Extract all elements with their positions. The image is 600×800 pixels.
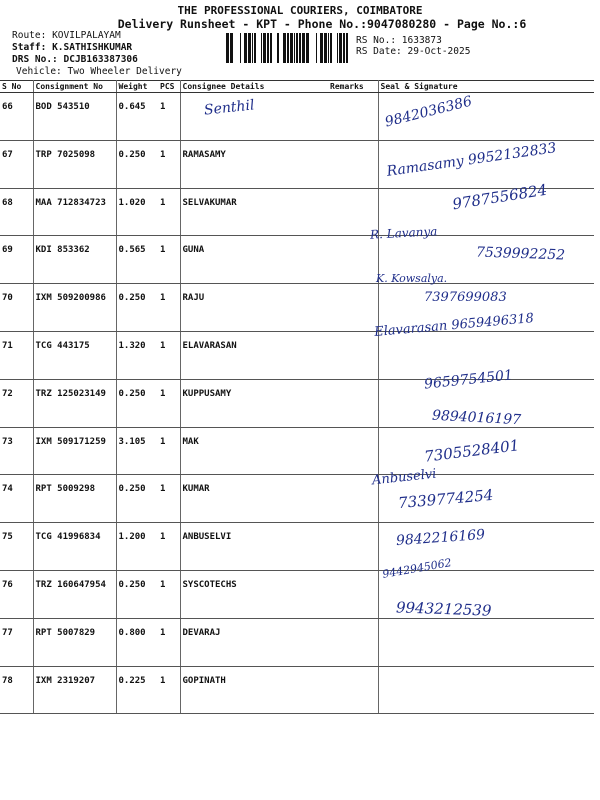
table-row <box>0 523 594 571</box>
barcode-bar <box>337 33 338 63</box>
cell-pcs: 1 <box>158 570 180 618</box>
handwritten-phone: 9442945062 <box>381 556 453 581</box>
cell-weight: 0.645 <box>116 93 158 141</box>
handwritten-signature: Elavarasan 9659496318 <box>373 311 535 340</box>
cell-weight: 0.250 <box>116 284 158 332</box>
barcode-bar <box>263 33 266 63</box>
cell-remarks <box>328 93 378 141</box>
barcode-bar <box>339 33 342 63</box>
col-consignee: Consignee Details <box>180 81 328 93</box>
cell-consignee: KUPPUSAMY <box>180 379 328 427</box>
handwritten-phone: 9894016197 <box>431 407 522 429</box>
cell-pcs: 1 <box>158 618 180 666</box>
col-consignment: Consignment No <box>33 81 116 93</box>
vehicle-value: Two Wheeler Delivery <box>67 66 182 77</box>
barcode-bar <box>287 33 289 63</box>
barcode-bar <box>343 33 345 63</box>
cell-consignee: GOPINATH <box>180 666 328 714</box>
barcode-bar <box>320 33 323 63</box>
cell-consignee <box>180 93 328 141</box>
barcode-bar <box>267 33 269 63</box>
barcode-bar <box>346 33 348 63</box>
cell-remarks <box>328 140 378 188</box>
barcode-bar <box>306 33 309 63</box>
cell-weight: 0.250 <box>116 475 158 523</box>
cell-sno: 76 <box>0 570 33 618</box>
cell-consignee: SELVAKUMAR <box>180 188 328 236</box>
cell-sno: 66 <box>0 93 33 141</box>
table-row <box>0 475 594 523</box>
rs-date-line: RS Date: 29-Oct-2025 <box>356 46 471 57</box>
cell-pcs: 1 <box>158 331 180 379</box>
cell-weight: 0.565 <box>116 236 158 284</box>
drs-value: DCJB163387306 <box>63 54 138 65</box>
table-header-row <box>0 81 594 93</box>
cell-weight: 0.800 <box>116 618 158 666</box>
cell-sno: 68 <box>0 188 33 236</box>
barcode-bar <box>283 33 286 63</box>
cell-signature <box>378 618 594 666</box>
cell-pcs: 1 <box>158 284 180 332</box>
handwritten-phone: 7397699083 <box>424 290 507 305</box>
handwritten-name: R. Lavanya <box>369 224 438 242</box>
cell-sno: 78 <box>0 666 33 714</box>
barcode-bar <box>240 33 241 63</box>
barcode-bar <box>244 33 247 63</box>
cell-consignee: MAK <box>180 427 328 475</box>
cell-sno: 77 <box>0 618 33 666</box>
cell-pcs: 1 <box>158 523 180 571</box>
col-weight: Weight <box>116 81 158 93</box>
handwritten-phone: 9787556824 <box>451 180 549 214</box>
staff-line: Staff: K.SATHISHKUMAR <box>12 42 133 53</box>
barcode-bar <box>302 33 305 63</box>
cell-sno: 73 <box>0 427 33 475</box>
cell-consignee: ANBUSELVI <box>180 523 328 571</box>
cell-sno: 69 <box>0 236 33 284</box>
cell-weight: 1.320 <box>116 331 158 379</box>
cell-weight: 1.020 <box>116 188 158 236</box>
barcode-bar <box>252 33 253 63</box>
handwritten-name: Anbuselvi <box>371 466 438 489</box>
cell-sno: 75 <box>0 523 33 571</box>
col-sno: S No <box>0 81 33 93</box>
col-signature: Seal & Signature <box>378 81 594 93</box>
cell-sno: 74 <box>0 475 33 523</box>
handwritten-phone: 9842216169 <box>395 526 486 550</box>
cell-weight: 3.105 <box>116 427 158 475</box>
cell-weight: 0.250 <box>116 140 158 188</box>
barcode-bar <box>226 33 229 63</box>
cell-pcs: 1 <box>158 427 180 475</box>
col-remarks: Remarks <box>328 81 378 93</box>
table-row <box>0 666 594 714</box>
cell-remarks <box>328 379 378 427</box>
runsheet-title: Delivery Runsheet - KPT - Phone No.:9047080280 - Page No.:6 <box>117 17 527 31</box>
cell-pcs: 1 <box>158 188 180 236</box>
cell-consignment: RPT 5007829 <box>33 618 116 666</box>
cell-consignee: RAMASAMY <box>180 140 328 188</box>
cell-remarks <box>328 331 378 379</box>
vehicle-line: Vehicle: Two Wheeler Delivery <box>16 66 182 77</box>
cell-consignment: IXM 509171259 <box>33 427 116 475</box>
cell-sno: 71 <box>0 331 33 379</box>
cell-sno: 70 <box>0 284 33 332</box>
barcode-bar <box>299 33 301 63</box>
barcode-bar <box>316 33 317 63</box>
cell-consignee: KUMAR <box>180 475 328 523</box>
route-line: Route: KOVILPALAYAM <box>12 30 121 41</box>
cell-pcs: 1 <box>158 475 180 523</box>
cell-consignee: GUNA <box>180 236 328 284</box>
cell-weight: 0.225 <box>116 666 158 714</box>
cell-consignment: TRP 7025098 <box>33 140 116 188</box>
cell-consignment: BOD 543510 <box>33 93 116 141</box>
cell-pcs: 1 <box>158 93 180 141</box>
cell-remarks <box>328 236 378 284</box>
table-row <box>0 618 594 666</box>
route-value: KOVILPALAYAM <box>52 30 121 41</box>
cell-consignment: MAA 712834723 <box>33 188 116 236</box>
cell-pcs: 1 <box>158 236 180 284</box>
cell-weight: 1.200 <box>116 523 158 571</box>
cell-consignment: IXM 2319207 <box>33 666 116 714</box>
cell-remarks <box>328 475 378 523</box>
cell-signature <box>378 666 594 714</box>
cell-remarks <box>328 570 378 618</box>
cell-pcs: 1 <box>158 379 180 427</box>
drs-line: DRS No.: DCJB163387306 <box>12 54 138 65</box>
table-row <box>0 570 594 618</box>
handwritten-phone: 9842036386 <box>383 93 474 131</box>
cell-remarks <box>328 284 378 332</box>
handwritten-phone: 7539992252 <box>475 244 566 264</box>
handwritten-name: Senthil <box>203 97 256 119</box>
cell-consignment: TRZ 125023149 <box>33 379 116 427</box>
cell-sno: 67 <box>0 140 33 188</box>
rs-no-line: RS No.: 1633873 <box>356 35 442 46</box>
table-row <box>0 93 594 141</box>
barcode-bar <box>324 33 327 63</box>
cell-consignment: TCG 41996834 <box>33 523 116 571</box>
cell-remarks <box>328 666 378 714</box>
cell-consignment: TCG 443175 <box>33 331 116 379</box>
handwritten-signature: Ramasamy 9952132833 <box>385 140 558 180</box>
cell-consignee: DEVARAJ <box>180 618 328 666</box>
barcode-bar <box>330 33 332 63</box>
staff-value: K.SATHISHKUMAR <box>52 42 133 53</box>
cell-remarks <box>328 523 378 571</box>
barcode-bar <box>248 33 251 63</box>
handwritten-name: K. Kowsalya. <box>376 272 448 285</box>
barcode-bar <box>230 33 233 63</box>
barcode-bar <box>296 33 298 63</box>
cell-consignee: RAJU <box>180 284 328 332</box>
cell-consignee: SYSCOTECHS <box>180 570 328 618</box>
runsheet-table <box>0 80 594 714</box>
barcode-bar <box>290 33 293 63</box>
barcode-bar <box>294 33 295 63</box>
handwritten-phone: 9943212539 <box>395 598 492 620</box>
barcode-bar <box>254 33 256 63</box>
cell-weight: 0.250 <box>116 570 158 618</box>
cell-remarks <box>328 618 378 666</box>
cell-pcs: 1 <box>158 140 180 188</box>
cell-consignee: ELAVARASAN <box>180 331 328 379</box>
barcode-image <box>226 33 352 63</box>
barcode-bar <box>328 33 329 63</box>
company-name: THE PROFESSIONAL COURIERS, COIMBATORE <box>177 4 423 17</box>
cell-consignment: TRZ 160647954 <box>33 570 116 618</box>
cell-sno: 72 <box>0 379 33 427</box>
cell-pcs: 1 <box>158 666 180 714</box>
col-pcs: PCS <box>158 81 180 93</box>
barcode-bar <box>270 33 272 63</box>
barcode-bar <box>261 33 262 63</box>
cell-consignment: KDI 853362 <box>33 236 116 284</box>
cell-remarks <box>328 427 378 475</box>
rs-date-value: 29-Oct-2025 <box>407 46 471 57</box>
rs-no-value: 1633873 <box>401 35 442 46</box>
handwritten-phone: 9659754501 <box>423 367 514 393</box>
cell-weight: 0.250 <box>116 379 158 427</box>
handwritten-phone: 7339774254 <box>397 485 495 513</box>
cell-consignment: IXM 509200986 <box>33 284 116 332</box>
barcode-bar <box>277 33 279 63</box>
handwritten-phone: 7305528401 <box>423 436 521 466</box>
cell-consignment: RPT 5009298 <box>33 475 116 523</box>
